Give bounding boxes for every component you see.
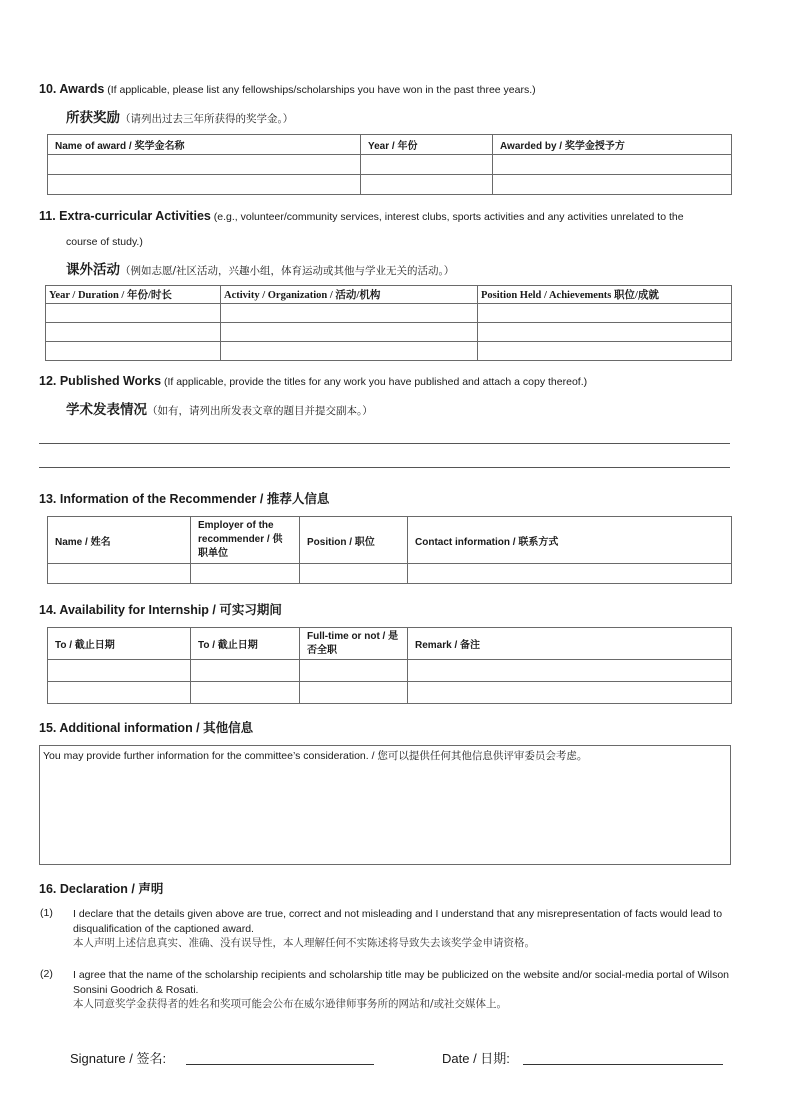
published-works-line-2[interactable] [39, 467, 730, 468]
recommender-header-contact: Contact information / 联系方式 [408, 517, 732, 564]
declaration-2-en: I agree that the name of the scholarship recipients and scholarship title may be publicized on the website and/or social-media portal of Wilson Sonsini Goodrich & Rosati. [73, 969, 730, 996]
signature-field[interactable] [186, 1064, 374, 1065]
signature-label: Signature / 签名: [70, 1051, 167, 1066]
declaration-1 [73, 907, 753, 951]
internship-header-remark: Remark / 备注 [408, 628, 732, 660]
activities-table [45, 285, 732, 361]
declaration-1-cn: 本人声明上述信息真实、准确、没有误导性，本人理解任何不实陈述将导致失去该奖学金申请资格。 [73, 937, 535, 949]
recommender-header-position: Position / 职位 [300, 517, 408, 564]
awards-cn-title: 所获奖励（请列出过去三年所获得的奖学金。） [66, 110, 294, 126]
recommender-table [47, 516, 732, 584]
table-row [46, 342, 732, 361]
awards-header-year: Year / 年份 [361, 135, 493, 155]
activities-note-continued: course of study.) [66, 236, 143, 248]
recommender-header-employer: Employer of the recommender / 供职单位 [191, 517, 300, 564]
table-row [48, 564, 732, 584]
table-row [48, 660, 732, 682]
awards-header-name: Name of award / 奖学金名称 [48, 135, 361, 155]
published-works-section-title: 12. Published Works (If applicable, provide the titles for any work you have published and attach a copy thereof.) [39, 374, 588, 388]
declaration-2-number: (2) [40, 968, 53, 980]
table-row [48, 175, 732, 195]
declaration-section-title: 16. Declaration / 声明 [39, 882, 164, 896]
date-label: Date / 日期: [442, 1051, 510, 1066]
table-row [48, 155, 732, 175]
activities-header-activity: Activity / Organization / 活动/机构 [221, 286, 478, 304]
table-row [48, 682, 732, 704]
date-field[interactable] [523, 1064, 723, 1065]
declaration-1-number: (1) [40, 907, 53, 919]
activities-cn-title: 课外活动（例如志愿/社区活动，兴趣小组，体育运动或其他与学业无关的活动。） [66, 262, 455, 278]
internship-section-title: 14. Availability for Internship / 可实习期间 [39, 603, 282, 617]
activities-header-position: Position Held / Achievements 职位/成就 [478, 286, 732, 304]
published-works-line-1[interactable] [39, 443, 730, 444]
table-row [46, 323, 732, 342]
declaration-1-en: I declare that the details given above are true, correct and not misleading and I understand that any misrepresentation of facts would lead to disqualification of the captioned award. [73, 908, 723, 935]
published-works-cn-title: 学术发表情况（如有，请列出所发表文章的题目并提交副本。） [66, 402, 373, 418]
table-row [46, 304, 732, 323]
internship-header-to-2: To / 截止日期 [191, 628, 300, 660]
activities-section-title: 11. Extra-curricular Activities (e.g., volunteer/community services, interest clubs, sports activities and any activities unrelated to the [39, 209, 684, 223]
awards-table [47, 134, 732, 195]
internship-header-to-1: To / 截止日期 [48, 628, 191, 660]
awards-header-awarded-by: Awarded by / 奖学金授予方 [493, 135, 732, 155]
awards-section-title: 10. Awards (If applicable, please list any fellowships/scholarships you have won in the past three years.) [39, 82, 536, 96]
additional-info-prompt: You may provide further information for the committee’s consideration. / 您可以提供任何其他信息供评审委员会考虑。 [43, 750, 588, 762]
recommender-section-title: 13. Information of the Recommender / 推荐人信息 [39, 492, 330, 506]
additional-info-box[interactable] [39, 745, 731, 865]
declaration-2 [73, 968, 753, 1012]
declaration-2-cn: 本人同意奖学金获得者的姓名和奖项可能会公布在威尔逊律师事务所的网站和/或社交媒体上。 [73, 998, 508, 1010]
activities-header-year: Year / Duration / 年份/时长 [46, 286, 221, 304]
recommender-header-name: Name / 姓名 [48, 517, 191, 564]
internship-header-fulltime: Full-time or not / 是否全职 [300, 628, 408, 660]
additional-info-section-title: 15. Additional information / 其他信息 [39, 721, 254, 735]
internship-table [47, 627, 732, 704]
